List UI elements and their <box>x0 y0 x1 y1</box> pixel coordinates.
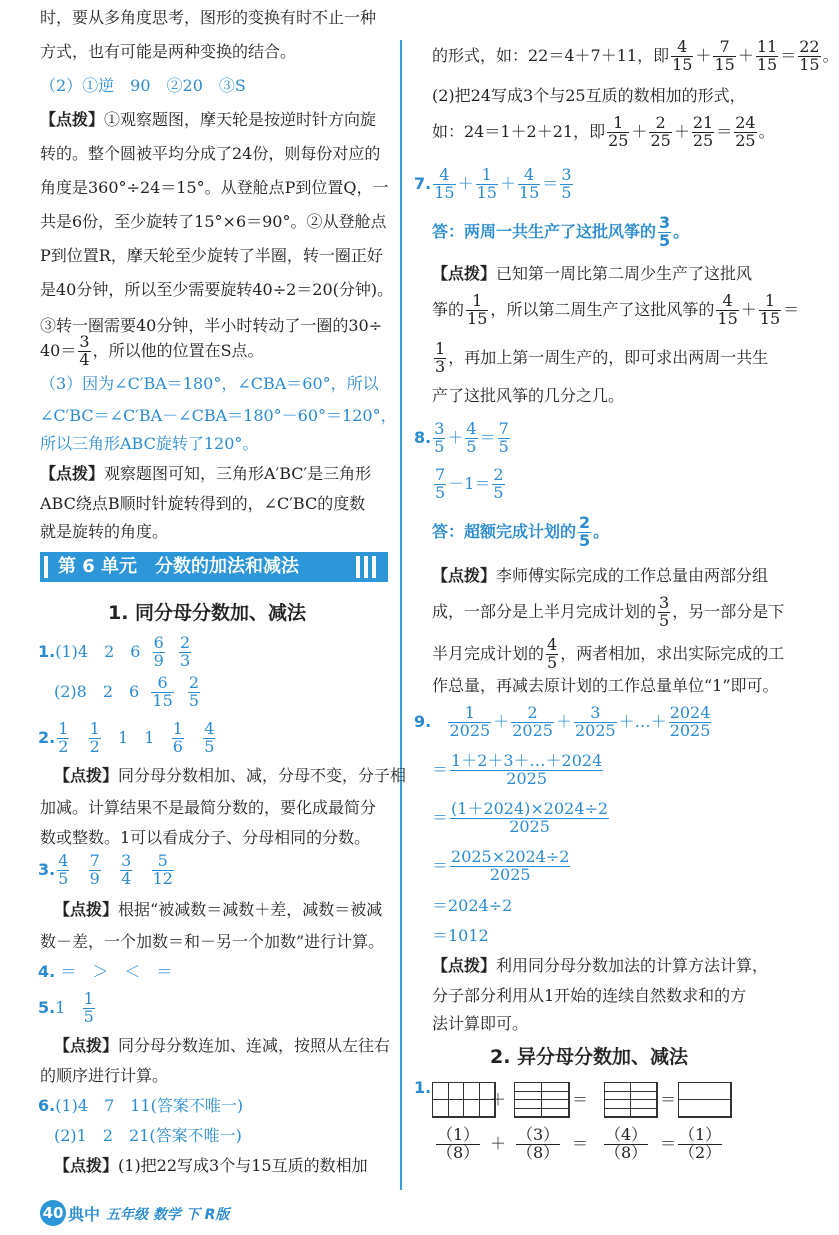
fraction-grid-eighths <box>432 1082 496 1118</box>
plus-sign: ＋ <box>490 1134 507 1153</box>
tip-line: 【点拨】同分母分数连加、连减，按照从左往右 <box>54 1036 391 1055</box>
text-line: 加减。计算结果不是最简分数的，要化成最简分 <box>40 798 377 817</box>
text-line: 共是6份，至少旋转了15°×6＝90°。②从登舱点 <box>40 212 387 231</box>
text-line: 的顺序进行计算。 <box>40 1066 169 1085</box>
answer-line: 2. $\frac{1}{2}$ $\frac{1}{2}$ 1 1 $\frac{1}{6}$ $\frac{4}{5}$ <box>38 719 215 756</box>
brand-logo: 典中 <box>68 1205 101 1224</box>
tip-line: 【点拨】李师傅实际完成的工作总量由两部分组 <box>432 566 769 585</box>
answer-line: 7. $\frac{4}{15}$ ＋ $\frac{1}{15}$ ＋ $\frac{4}{15}$ ＝ $\frac{3}{5}$ <box>414 165 572 202</box>
fraction-answer: $\frac{(4)}{(8)}$ <box>605 1125 648 1162</box>
answer-line: ＝ $\frac{(1+2024)\times 2024\div 2}{2025}$ <box>432 799 609 836</box>
text-line: 就是旋转的角度。 <box>40 522 169 541</box>
tip-label: 【点拨】 <box>40 110 105 129</box>
text-line: 时，要从多角度思考，图形的变换有时不止一种 <box>40 8 377 27</box>
question-number: 1. <box>414 1078 432 1097</box>
text-line: 产了这批风筝的几分之几。 <box>432 386 625 405</box>
unit-title: 第 6 单元 分数的加法和减法 <box>58 556 300 577</box>
text-line: 如：24＝1＋2＋21，即 $\frac{1}{25}$ ＋ $\frac{2}{25}$ ＋ $\frac{21}{25}$ ＝ $\frac{24}{25}$ 。 <box>432 113 775 150</box>
bar-stripe <box>44 556 48 578</box>
equals-sign: ＝ <box>660 1090 677 1109</box>
fraction-grid-halves <box>678 1082 732 1118</box>
text-line: 40＝ $\frac{3}{4}$ ，所以他的位置在S点。 <box>40 332 264 369</box>
fraction-answer: $\frac{(3)}{(8)}$ <box>517 1125 560 1162</box>
text-line: 是40分钟，所以至少需要旋转40÷2＝20(分钟)。 <box>40 280 394 299</box>
text-line: $\frac{1}{3}$ ，再加上第一周生产的，即可求出两周一共生 <box>435 339 769 376</box>
tip-line: 【点拨】观察题图可知，三角形A′BC′是三角形 <box>40 464 372 483</box>
answer-line: 4. ＝ ＞ ＜ ＝ <box>38 962 173 981</box>
text-line: 分子部分利用从1开始的连续自然数求和的方 <box>432 986 747 1005</box>
tip-line: 【点拨】(1)把22写成3个与15互质的数相加 <box>54 1156 368 1175</box>
answer-line: ＝1012 <box>432 926 489 945</box>
answer-line: ＝2024÷2 <box>432 896 513 915</box>
equals-sign: ＝ <box>572 1090 589 1109</box>
answer-line: 答：两周一共生产了这批风筝的 $\frac{3}{5}$ 。 <box>432 213 690 250</box>
fraction-grid-eighths <box>514 1082 570 1118</box>
answer-line: (2)1 2 21(答案不唯一) <box>54 1126 242 1145</box>
text-line: ③转一圈需要40分钟，半小时转动了一圈的30÷ <box>40 316 383 335</box>
text-line: 半月完成计划的 $\frac{4}{5}$ ，两者相加，求出实际完成的工 <box>432 635 785 672</box>
fraction-grid-eighths <box>604 1082 658 1118</box>
tip-line: 【点拨】利用同分母分数加法的计算方法计算， <box>432 956 769 975</box>
text-line: 筝的 $\frac{1}{15}$ ，所以第二周生产了这批风筝的 $\frac{4}{15}$ ＋ $\frac{1}{15}$ ＝ <box>432 291 800 328</box>
text-line: P到位置R，摩天轮至少旋转了半圈，转一圈正好 <box>40 246 383 265</box>
text-line: 作总量，再减去原计划的工作总量单位“1”即可。 <box>432 676 779 695</box>
tip-line: 【点拨】根据“被减数＝减数＋差，减数＝被减 <box>54 900 383 919</box>
equals-sign: ＝ <box>572 1134 589 1153</box>
answer-line: 6.(1)4 7 11(答案不唯一) <box>38 1096 244 1115</box>
book-title: 五年级 数学 下 R版 <box>106 1207 230 1223</box>
answer-line: 3. $\frac{4}{5}$ $\frac{7}{9}$ $\frac{3}{4}$ $\frac{5}{12}$ <box>38 851 173 888</box>
page-number: 40 <box>40 1200 66 1226</box>
text-line: 法计算即可。 <box>432 1014 529 1033</box>
text-line: 成，一部分是上半月完成计划的 $\frac{3}{5}$ ，另一部分是下 <box>432 593 785 630</box>
page-footer <box>40 1200 270 1226</box>
answer-line: （3）因为∠C′BA＝180°，∠CBA＝60°，所以 <box>40 374 379 393</box>
answer-line: ＝ $\frac{2025\times 2024\div 2}{2025}$ <box>432 847 570 884</box>
text-line: 的形式，如：22＝4＋7＋11，即 $\frac{4}{15}$ ＋ $\frac{7}{15}$ ＋ $\frac{11}{15}$ ＝ $\frac{22}{15}$ 。 <box>432 37 839 74</box>
text-line: 数－差，一个加数＝和－另一个加数”进行计算。 <box>40 932 385 951</box>
equals-sign: ＝ <box>660 1134 677 1153</box>
text-line: 转的。整个圆被平均分成了24份，则每份对应的 <box>40 144 381 163</box>
section-title: 1. 同分母分数加、减法 <box>108 602 307 624</box>
tip-line: 【点拨】同分母分数相加、减，分母不变，分子相 <box>54 766 407 785</box>
text-line: (2)把24写成3个与25互质的数相加的形式， <box>432 86 746 105</box>
tip-line: 【点拨】已知第一周比第二周少生产了这批风 <box>432 264 753 283</box>
fraction-answer: $\frac{(1)}{(8)}$ <box>437 1125 480 1162</box>
answer-line: 1.(1)4 2 6 $\frac{6}{9}$ $\frac{2}{3}$ <box>38 633 191 670</box>
fraction-answer: $\frac{(1)}{(2)}$ <box>679 1125 722 1162</box>
bar-stripes <box>352 556 382 578</box>
text-line: 数或整数。1可以看成分子、分母相同的分数。 <box>40 828 371 847</box>
answer-line: (2)8 2 6 $\frac{6}{15}$ $\frac{2}{5}$ <box>54 673 200 710</box>
answer-line: ∠C′BC＝∠C′BA－∠CBA＝180°－60°＝120°， <box>40 406 397 425</box>
answer-line: $\frac{7}{5}$ －1＝ $\frac{2}{5}$ <box>435 465 504 502</box>
answer-line: 8. $\frac{3}{5}$ ＋ $\frac{4}{5}$ ＝ $\frac{7}{5}$ <box>414 419 509 456</box>
tip-line: 【点拨】①观察题图，摩天轮是按逆时针方向旋 <box>40 110 377 129</box>
column-divider <box>400 40 402 1190</box>
plus-sign: ＋ <box>490 1090 507 1109</box>
text-line: ABC绕点B顺时针旋转得到的，∠C′BC的度数 <box>40 494 366 513</box>
answer-line: 答：超额完成计划的 $\frac{2}{5}$ 。 <box>432 513 610 550</box>
answer-line: 9. $\frac{1}{2025}$ ＋ $\frac{2}{2025}$ ＋ $\frac{3}{2025}$ ＋…＋ $\frac{2024}{2025}$ <box>414 703 711 740</box>
answer-line: 5.1 $\frac{1}{5}$ <box>38 989 94 1026</box>
answer-line: ＝ $\frac{1+2+3+\dots+2024}{2025}$ <box>432 751 603 788</box>
answer-line: 所以三角形ABC旋转了120°。 <box>40 434 259 453</box>
answer-line: （2）①逆 90 ②20 ③S <box>40 76 246 95</box>
section-title: 2. 异分母分数加、减法 <box>490 1046 689 1068</box>
text-line: 方式，也有可能是两种变换的结合。 <box>40 42 297 61</box>
text-line: 角度是360°÷24＝15°。从登舱点P到位置Q，一 <box>40 178 389 197</box>
unit-title-bar <box>40 552 388 582</box>
